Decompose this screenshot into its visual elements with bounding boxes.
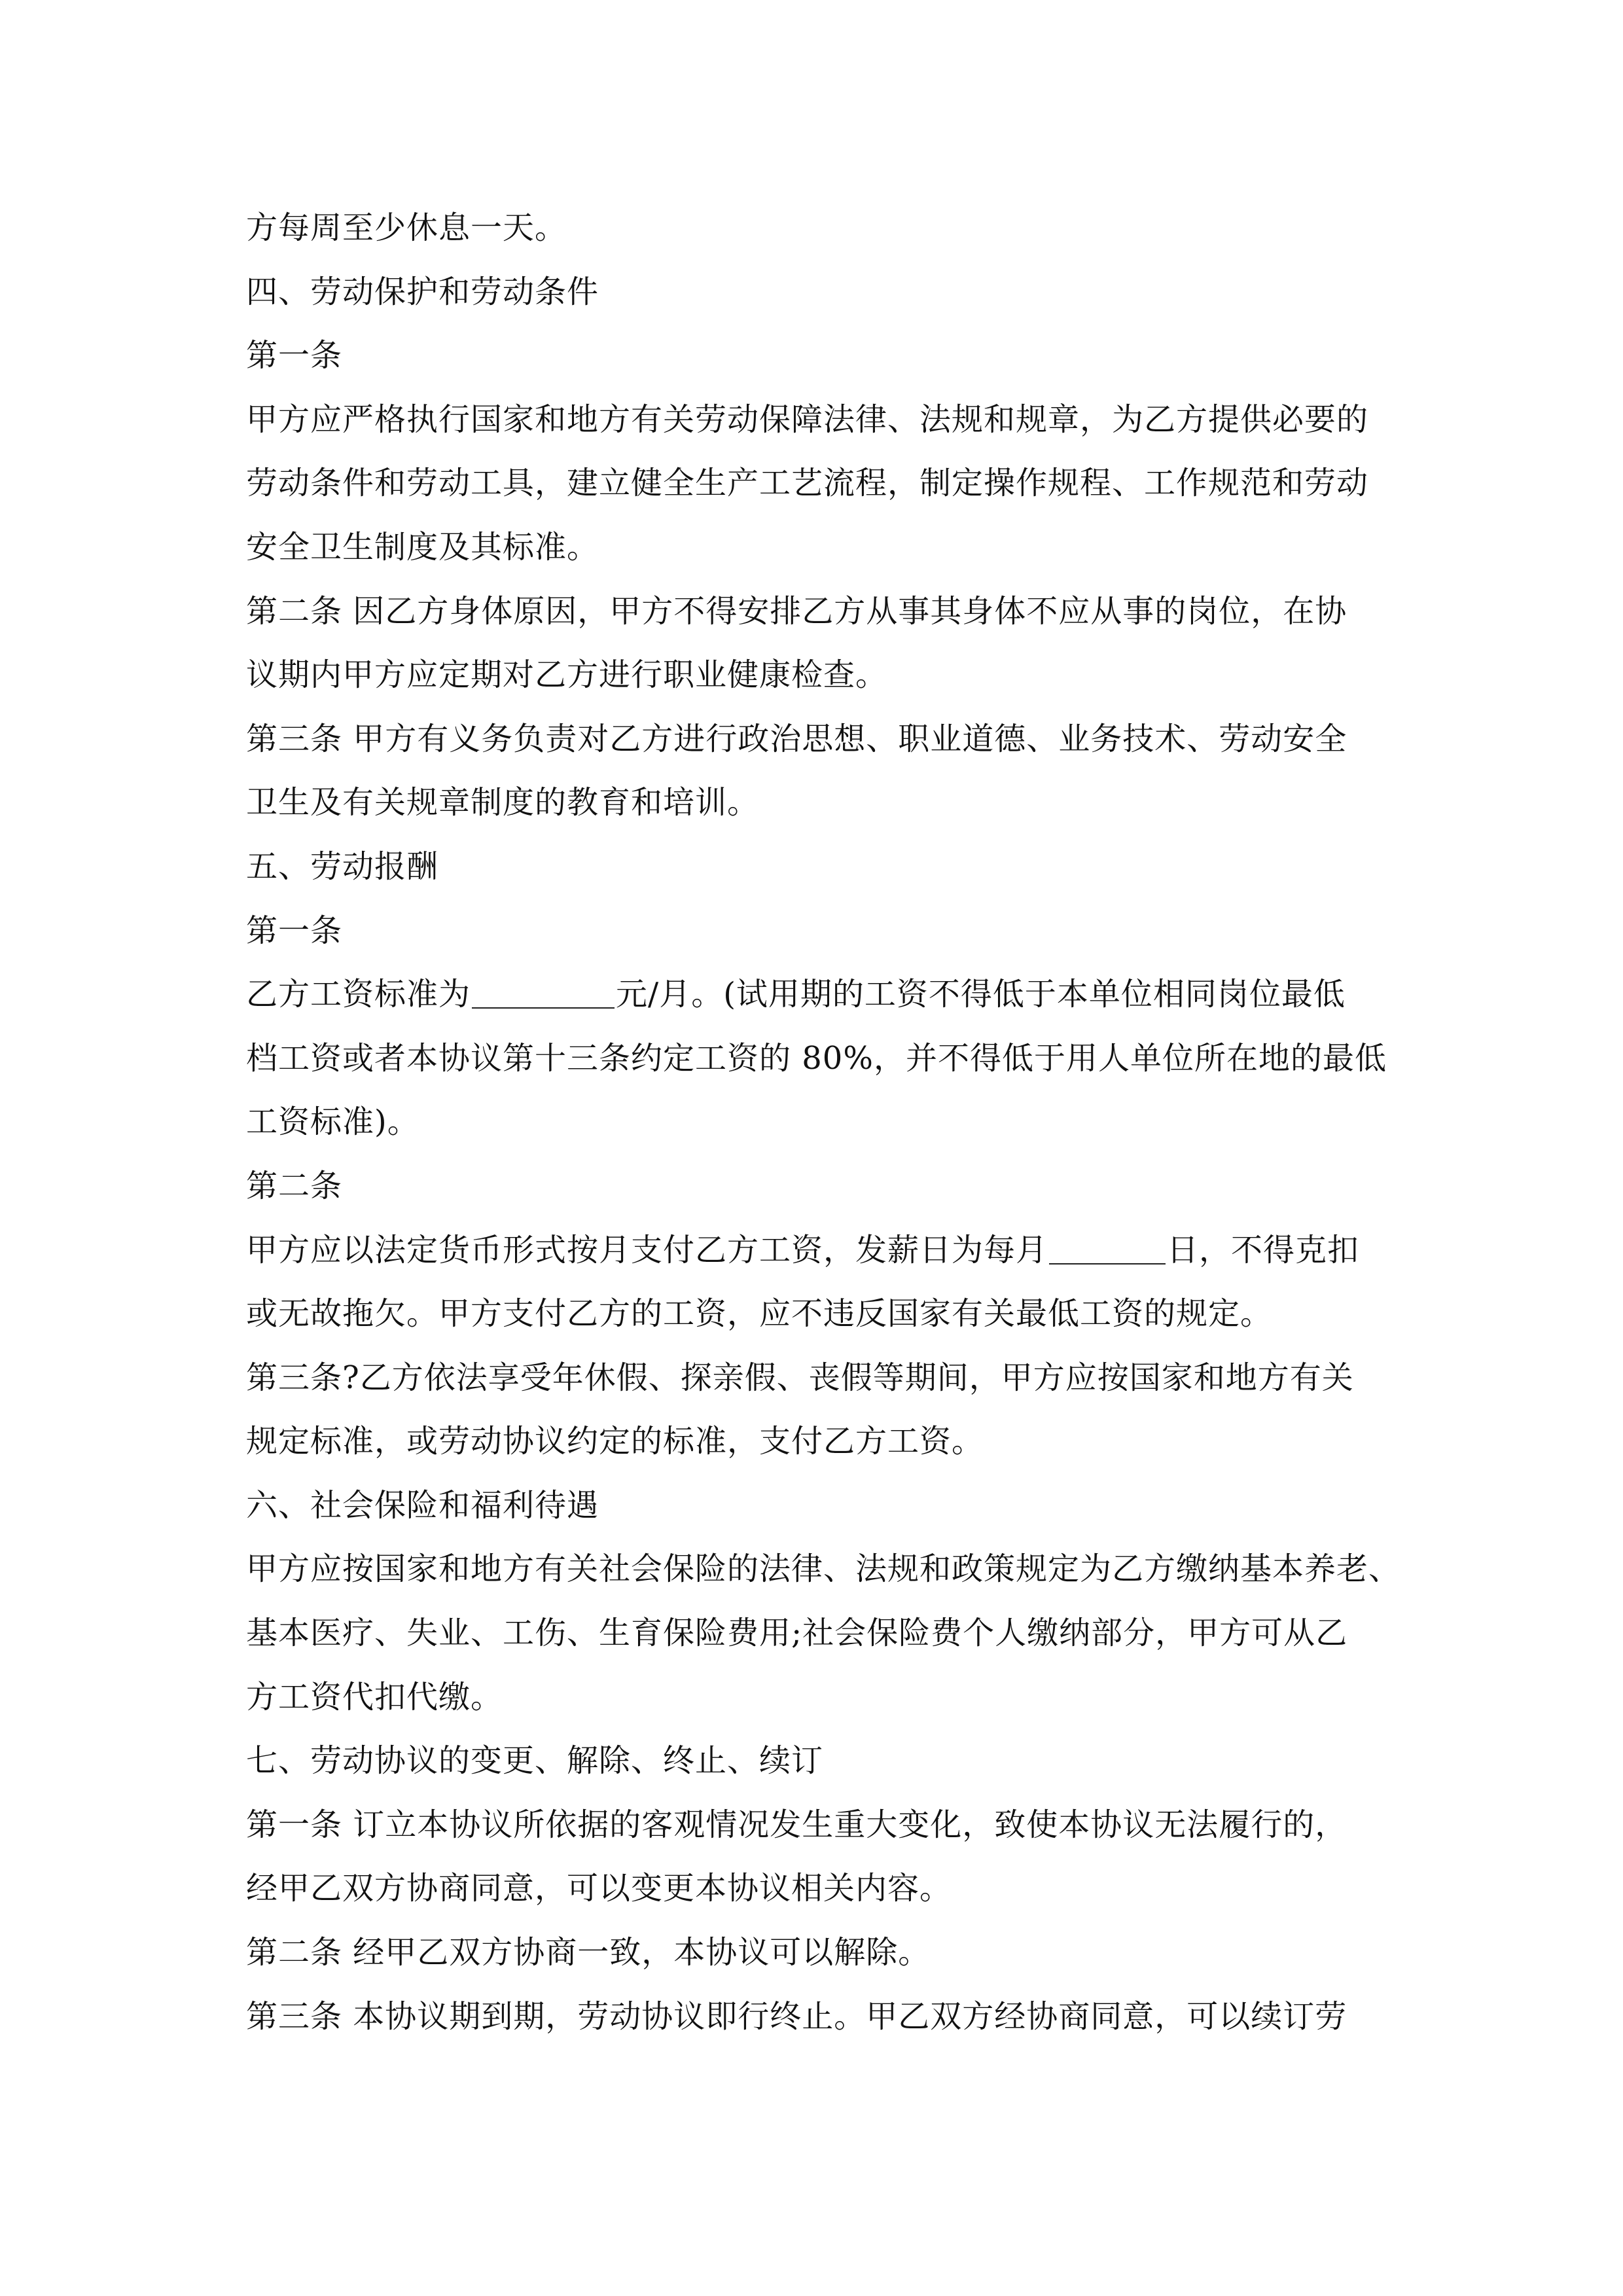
wage-text-before: 乙方工资标准为: [246, 976, 471, 1013]
text-line: 方每周至少休息一天。: [246, 209, 567, 246]
text-line: 甲方应按国家和地方有关社会保险的法律、法规和政策规定为乙方缴纳基本养老、: [246, 1551, 1401, 1588]
payday-line: [246, 1219, 1398, 1283]
text-line: 第三条?乙方依法享受年休假、探亲假、丧假等期间，甲方应按国家和地方有关: [246, 1359, 1354, 1396]
document-body: [246, 196, 1401, 2049]
text-line: 第三条 甲方有义务负责对乙方进行政治思想、职业道德、业务技术、劳动安全: [246, 720, 1347, 757]
text-line: 第三条 本协议期到期，劳动协议即行终止。甲乙双方经协商同意，可以续订劳: [246, 1998, 1347, 2035]
section-heading-7: 七、劳动协议的变更、解除、终止、续订: [246, 1742, 824, 1780]
text-line: 基本医疗、失业、工伤、生育保险费用;社会保险费个人缴纳部分，甲方可从乙: [246, 1615, 1348, 1652]
payday-blank: [1049, 1232, 1166, 1265]
text-line: 安全卫生制度及其标准。: [246, 528, 599, 565]
wage-text-after: 元/月。(试用期的工资不得低于本单位相同岗位最低: [616, 976, 1346, 1013]
text-line: 规定标准，或劳动协议约定的标准，支付乙方工资。: [246, 1423, 984, 1460]
article-heading: 第一条: [246, 337, 343, 374]
text-line: 经甲乙双方协商同意，可以变更本协议相关内容。: [246, 1870, 952, 1907]
payday-text-after: 日，不得克扣: [1167, 1231, 1360, 1268]
text-line: 档工资或者本协议第十三条约定工资的 80%，并不得低于用人单位所在地的最低: [246, 1039, 1387, 1077]
text-line: 卫生及有关规章制度的教育和培训。: [246, 784, 760, 821]
text-line: 第一条 订立本协议所依据的客观情况发生重大变化，致使本协议无法履行的，: [246, 1806, 1347, 1843]
section-heading-4: 四、劳动保护和劳动条件: [246, 273, 599, 310]
payday-text-before: 甲方应以法定货币形式按月支付乙方工资，发薪日为每月: [246, 1231, 1048, 1268]
section-heading-6: 六、社会保险和福利待遇: [246, 1486, 599, 1524]
wage-amount-blank: [472, 976, 615, 1009]
text-line: 甲方应严格执行国家和地方有关劳动保障法律、法规和规章，为乙方提供必要的: [246, 401, 1369, 438]
text-line: 第二条 因乙方身体原因，甲方不得安排乙方从事其身体不应从事的岗位，在协: [246, 592, 1347, 630]
section-heading-5: 五、劳动报酬: [246, 848, 439, 885]
text-line: 或无故拖欠。甲方支付乙方的工资，应不违反国家有关最低工资的规定。: [246, 1295, 1273, 1333]
text-line: 议期内甲方应定期对乙方进行职业健康检查。: [246, 656, 888, 694]
article-heading: 第一条: [246, 912, 343, 949]
text-line: 工资标准)。: [246, 1103, 419, 1141]
text-line: 第二条 经甲乙双方协商一致，本协议可以解除。: [246, 1934, 931, 1971]
wage-line: [246, 963, 1398, 1027]
text-line: 劳动条件和劳动工具，建立健全生产工艺流程，制定操作规程、工作规范和劳动: [246, 465, 1369, 502]
article-heading: 第二条: [246, 1167, 343, 1204]
text-line: 方工资代扣代缴。: [246, 1678, 503, 1715]
